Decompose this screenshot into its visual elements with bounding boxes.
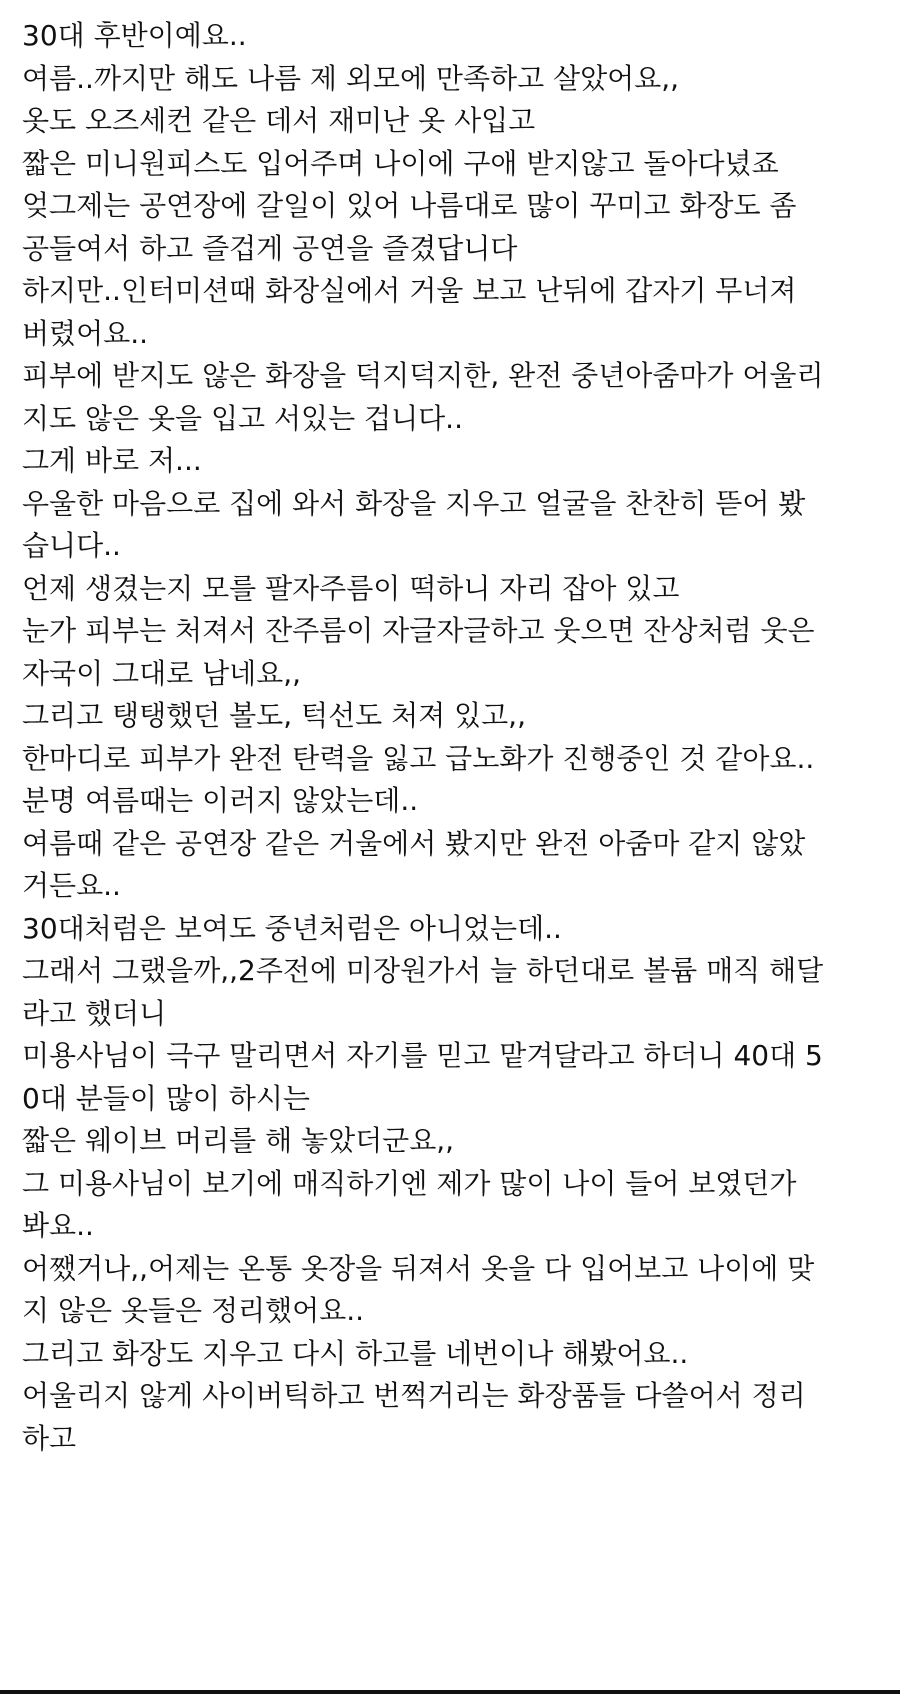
post-line: 0대 분들이 많이 하시는 bbox=[22, 1081, 310, 1115]
post-line: 그게 바로 저... bbox=[22, 444, 202, 477]
post-line: 라고 했더니 bbox=[22, 996, 167, 1030]
post-line: 그래서 그랬을까,,2주전에 미장원가서 늘 하던대로 볼륨 매직 해달 bbox=[22, 954, 824, 987]
post-line: 언제 생겼는지 모를 팔자주름이 떡하니 자리 잡아 있고 bbox=[22, 571, 680, 605]
post-line: 여름때 같은 공연장 같은 거울에서 봤지만 완전 아줌마 같지 않았 bbox=[22, 826, 806, 860]
post-line: 지도 않은 옷을 입고 서있는 겁니다.. bbox=[22, 401, 463, 435]
post-line: 엊그제는 공연장에 갈일이 있어 나름대로 많이 꾸미고 화장도 좀 bbox=[22, 189, 797, 222]
post-line: 하고 bbox=[22, 1421, 77, 1455]
post-line: 어쨌거나,,어제는 온통 옷장을 뒤져서 옷을 다 입어보고 나이에 맞 bbox=[22, 1251, 815, 1285]
post-line: 어울리지 않게 사이버틱하고 번쩍거리는 화장품들 다쓸어서 정리 bbox=[22, 1379, 806, 1412]
post-line: 한마디로 피부가 완전 탄력을 잃고 급노화가 진행중인 것 같아요.. bbox=[22, 741, 815, 775]
post-line: 공들여서 하고 즐겁게 공연을 즐겼답니다 bbox=[22, 231, 518, 265]
post-line: 버렸어요.. bbox=[22, 316, 148, 350]
post-line: 자국이 그대로 남네요,, bbox=[22, 656, 302, 690]
post-line: 하지만..인터미션때 화장실에서 거울 보고 난뒤에 갑자기 무너져 bbox=[22, 274, 797, 307]
post-line: 옷도 오즈세컨 같은 데서 재미난 옷 사입고 bbox=[22, 104, 536, 137]
post-line: 그리고 탱탱했던 볼도, 턱선도 처져 있고,, bbox=[22, 699, 526, 732]
post-line: 눈가 피부는 처져서 잔주름이 자글자글하고 웃으면 잔상처럼 웃은 bbox=[22, 614, 815, 647]
post-line: 그리고 화장도 지우고 다시 하고를 네번이나 해봤어요.. bbox=[22, 1336, 689, 1370]
post-line: 우울한 마음으로 집에 와서 화장을 지우고 얼굴을 찬찬히 뜯어 봤 bbox=[22, 486, 806, 520]
post-line: 30대처럼은 보여도 중년처럼은 아니었는데.. bbox=[22, 911, 562, 945]
post-line: 거든요.. bbox=[22, 869, 121, 902]
post-line: 지 않은 옷들은 정리했어요.. bbox=[22, 1294, 365, 1327]
post-line: 봐요.. bbox=[22, 1209, 94, 1242]
post-line: 피부에 받지도 않은 화장을 덕지덕지한, 완전 중년아줌마가 어울리 bbox=[22, 359, 824, 392]
bottom-divider bbox=[0, 1690, 900, 1694]
post-line: 미용사님이 극구 말리면서 자기를 믿고 맡겨달라고 하더니 40대 5 bbox=[22, 1039, 823, 1072]
post-line: 분명 여름때는 이러지 않았는데.. bbox=[22, 784, 419, 817]
post-line: 짧은 미니원피스도 입어주며 나이에 구애 받지않고 돌아다녔죠 bbox=[22, 146, 779, 180]
post-line: 그 미용사님이 보기에 매직하기엔 제가 많이 나이 들어 보였던가 bbox=[22, 1166, 797, 1200]
post-line: 여름..까지만 해도 나름 제 외모에 만족하고 살았어요,, bbox=[22, 61, 680, 95]
post-line: 습니다.. bbox=[22, 529, 121, 562]
post-line: 짧은 웨이브 머리를 해 놓았더군요,, bbox=[22, 1124, 455, 1157]
post-line: 30대 후반이예요.. bbox=[22, 19, 247, 52]
post-body bbox=[22, 15, 884, 1460]
